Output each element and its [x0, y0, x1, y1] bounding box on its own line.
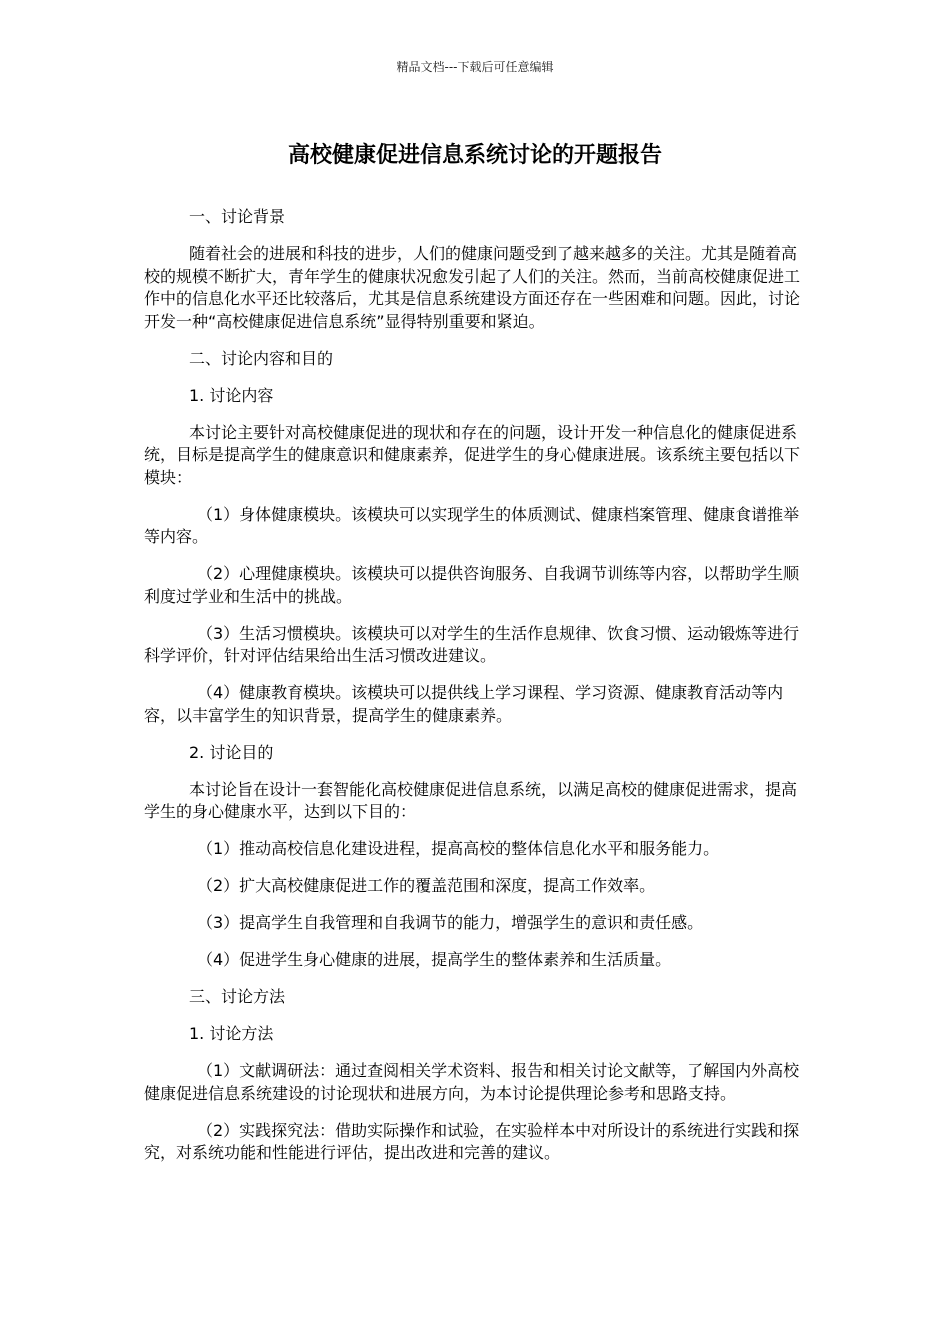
section-heading-methods: 三、讨论方法	[189, 987, 286, 1006]
subheading-research-goals: 2. 讨论目的	[189, 742, 274, 762]
module-item: （1）身体健康模块。该模块可以实现学生的体质测试、健康档案管理、健康食谱推举等内容。	[144, 504, 800, 546]
page-header-note: 精品文档---下载后可任意编辑	[396, 60, 554, 74]
section-heading-content-goals: 二、讨论内容和目的	[189, 348, 334, 368]
subheading-methods: 1. 讨论方法	[189, 1024, 274, 1043]
background-paragraph: 随着社会的进展和科技的进步，人们的健康问题受到了越来越多的关注。尤其是随着高校的规模不断扩大，青年学生的健康状况愈发引起了人们的关注。然而，当前高校健康促进工作中的信息化水平还比较落后，尤其是信息系统建设方面还存在一些困难和问题。因此，讨论开发一种“高校健康促进信息系统”显得特别重要和紧迫。	[144, 244, 801, 331]
method-item: （2）实践探究法：借助实际操作和试验，在实验样本中对所设计的系统进行实践和探究，对系统功能和性能进行评估，提出改进和完善的建议。	[144, 1120, 800, 1162]
module-item: （4）健康教育模块。该模块可以提供线上学习课程、学习资源、健康教育活动等内容，以丰富学生的知识背景，提高学生的健康素养。	[144, 683, 784, 725]
module-item: （3）生活习惯模块。该模块可以对学生的生活作息规律、饮食习惯、运动锻炼等进行科学评价，针对评估结果给出生活习惯改进建议。	[144, 623, 800, 665]
goal-item: （1）推动高校信息化建设进程，提高高校的整体信息化水平和服务能力。	[197, 839, 720, 858]
research-content-intro: 本讨论主要针对高校健康促进的现状和存在的问题，设计开发一种信息化的健康促进系统，目标是提高学生的健康意识和健康素养，促进学生的身心健康进展。该系统主要包括以下模块：	[144, 422, 801, 487]
goal-item: （4）促进学生身心健康的进展，提高学生的整体素养和生活质量。	[197, 950, 672, 969]
section-heading-background: 一、讨论背景	[189, 207, 286, 226]
document-title: 高校健康促进信息系统讨论的开题报告	[287, 143, 662, 168]
module-item: （2）心理健康模块。该模块可以提供咨询服务、自我调节训练等内容，以帮助学生顺利度过学业和生活中的挑战。	[144, 564, 800, 606]
goal-item: （2）扩大高校健康促进工作的覆盖范围和深度，提高工作效率。	[197, 876, 656, 895]
subheading-research-content: 1. 讨论内容	[189, 385, 274, 405]
research-goals-intro: 本讨论旨在设计一套智能化高校健康促进信息系统，以满足高校的健康促进需求，提高学生的身心健康水平，达到以下目的：	[144, 779, 798, 821]
document-body	[144, 206, 808, 1179]
method-item: （1）文献调研法：通过查阅相关学术资料、报告和相关讨论文献等，了解国内外高校健康促进信息系统建设的讨论现状和进展方向，为本讨论提供理论参考和思路支持。	[144, 1061, 800, 1103]
goal-item: （3）提高学生自我管理和自我调节的能力，增强学生的意识和责任感。	[197, 913, 704, 932]
